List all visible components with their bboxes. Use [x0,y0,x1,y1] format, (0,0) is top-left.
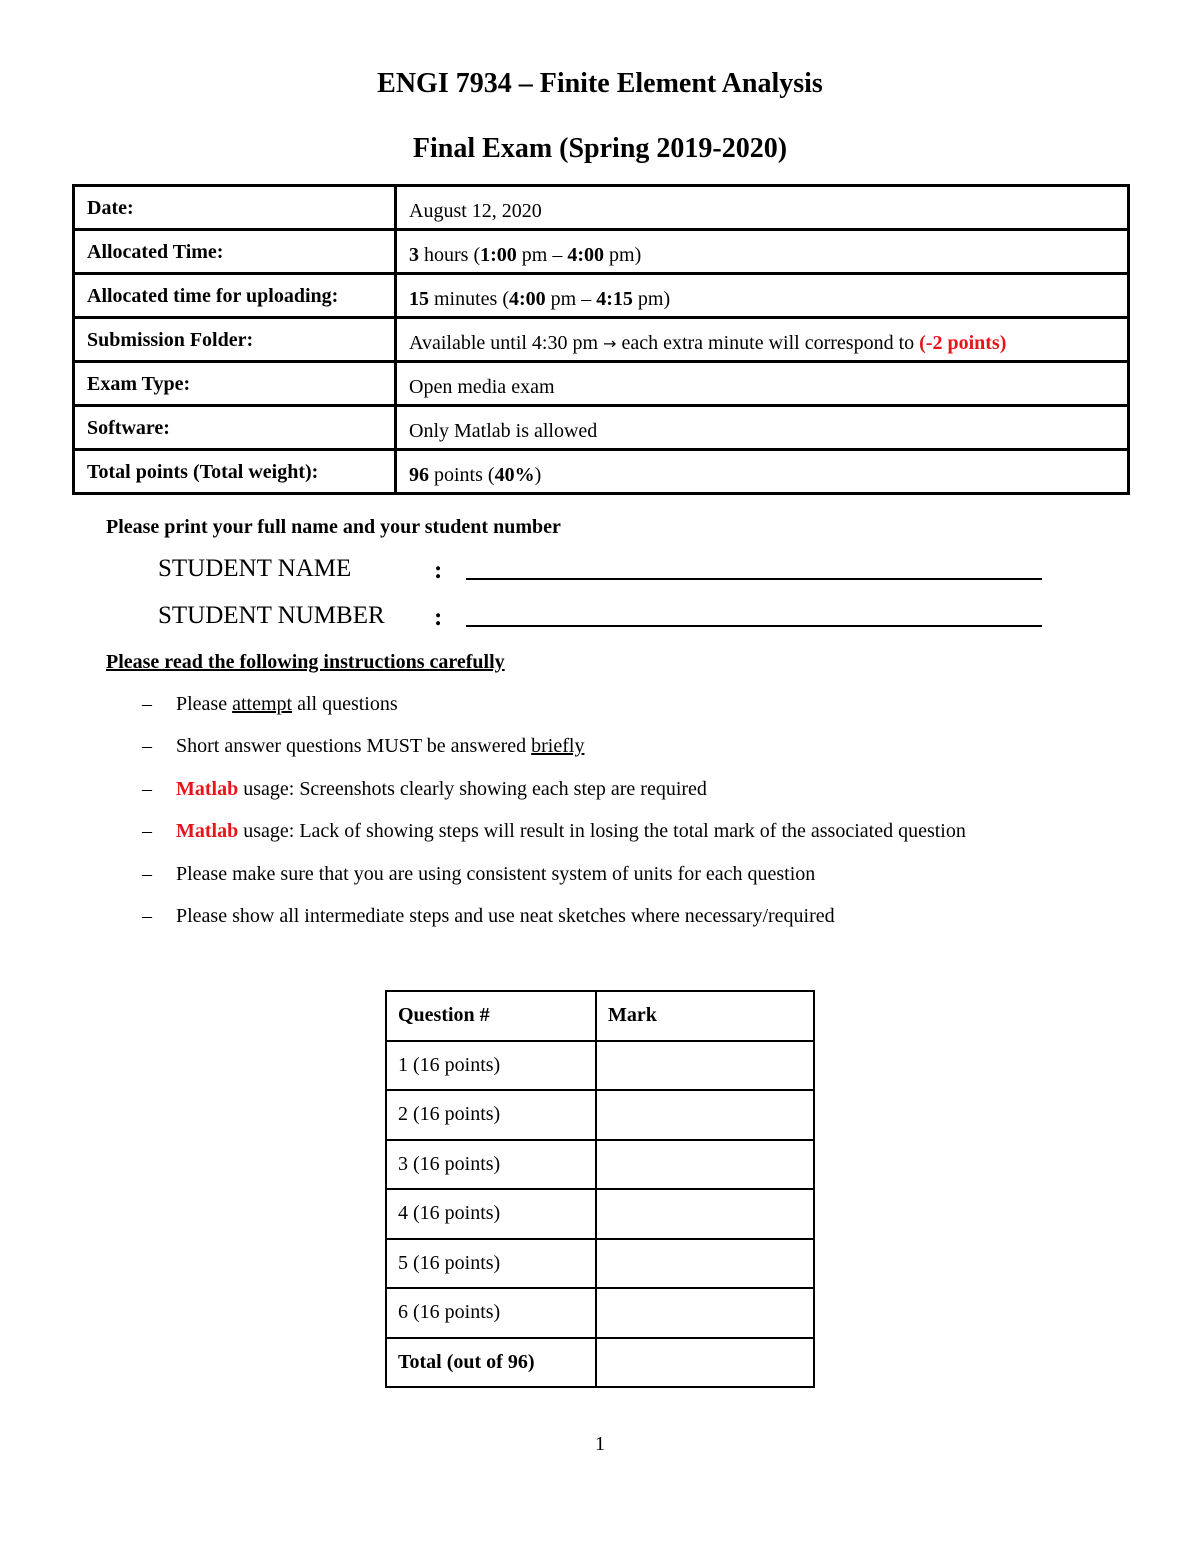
mark-cell[interactable] [596,1189,814,1239]
date-value: August 12, 2020 [396,186,1129,230]
instruction-text: usage: Lack of showing steps will result in losing the total mark of the associated question [238,820,966,842]
total-mark-cell[interactable] [596,1338,814,1388]
time-text: pm – [516,243,568,266]
student-name-colon: : [434,557,443,584]
instruction-item [142,820,966,843]
info-row-folder [74,318,1129,362]
marks-total-row [386,1338,814,1388]
points-percent: 40% [494,463,535,486]
info-row-type [74,362,1129,406]
right-arrow-icon: → [603,333,617,353]
points-text: ) [534,463,542,486]
exam-type-label: Exam Type: [74,362,396,406]
exam-info-table [72,184,1130,495]
folder-text: Available until 4:30 pm [409,331,604,354]
info-row-upload [74,274,1129,318]
upload-time-label: Allocated time for uploading: [74,274,396,318]
instruction-text: Please [176,693,233,715]
software-value: Only Matlab is allowed [396,406,1129,450]
page-number: 1 [595,1433,605,1455]
instruction-text: all questions [292,693,398,715]
exam-subtitle: Final Exam (Spring 2019-2020) [412,133,788,164]
folder-text: each extra minute will correspond to [616,331,920,354]
info-row-time [74,230,1129,274]
question-cell: 6 (16 points) [386,1288,596,1338]
instructions-heading: Please read the following instructions carefully [106,651,505,673]
marks-table [385,990,815,1388]
matlab-highlight: Matlab [176,778,239,800]
penalty-text: (-2 points) [919,331,1007,354]
time-start: 1:00 [480,243,517,266]
submission-folder-label: Submission Folder: [74,318,396,362]
instruction-emphasis: attempt [232,693,293,715]
info-row-software [74,406,1129,450]
instruction-item [142,735,584,758]
upload-text: minutes ( [429,287,509,310]
instruction-item [142,905,835,928]
student-number-label: STUDENT NUMBER [158,602,385,629]
question-cell: 3 (16 points) [386,1140,596,1190]
mark-cell[interactable] [596,1041,814,1091]
question-column-header: Question # [386,991,596,1041]
question-cell: 1 (16 points) [386,1041,596,1091]
allocated-time-label: Allocated Time: [74,230,396,274]
marks-row [386,1288,814,1338]
upload-end: 4:15 [596,287,633,310]
mark-cell[interactable] [596,1239,814,1289]
bullet-dash: – [142,820,152,842]
upload-start: 4:00 [509,287,546,310]
upload-time-value [396,274,1129,318]
question-cell: 5 (16 points) [386,1239,596,1289]
marks-row [386,1041,814,1091]
info-row-points [74,450,1129,494]
marks-row [386,1189,814,1239]
upload-minutes: 15 [409,287,429,310]
instruction-emphasis: briefly [531,735,585,757]
total-points-label: Total points (Total weight): [74,450,396,494]
points-number: 96 [409,463,429,486]
total-points-value [396,450,1129,494]
question-cell: 4 (16 points) [386,1189,596,1239]
time-text: hours ( [419,243,481,266]
software-label: Software: [74,406,396,450]
time-text: pm) [604,243,642,266]
instruction-item [142,863,815,886]
bullet-dash: – [142,905,152,927]
exam-type-value: Open media exam [396,362,1129,406]
question-cell: 2 (16 points) [386,1090,596,1140]
bullet-dash: – [142,863,152,885]
date-label: Date: [74,186,396,230]
time-end: 4:00 [567,243,605,266]
total-label-cell: Total (out of 96) [386,1338,596,1388]
upload-text: pm) [632,287,671,310]
instruction-text: Short answer questions MUST be answered [176,735,532,757]
marks-row [386,1090,814,1140]
bullet-dash: – [142,735,152,757]
mark-cell[interactable] [596,1090,814,1140]
student-name-label: STUDENT NAME [158,555,352,582]
student-number-line[interactable] [466,625,1042,627]
marks-row [386,1140,814,1190]
submission-folder-value [396,318,1129,362]
student-info-prompt: Please print your full name and your student number [106,516,561,538]
exam-course-title: ENGI 7934 – Finite Element Analysis [377,68,823,99]
student-number-colon: : [434,604,443,631]
mark-column-header: Mark [596,991,814,1041]
upload-text: pm – [545,287,597,310]
allocated-time-value [396,230,1129,274]
instruction-text: Please show all intermediate steps and use neat sketches where necessary/required [176,905,835,927]
instruction-item [142,693,398,716]
matlab-highlight: Matlab [176,820,239,842]
bullet-dash: – [142,693,152,715]
instruction-text: usage: Screenshots clearly showing each step are required [238,778,707,800]
student-name-line[interactable] [466,578,1042,580]
mark-cell[interactable] [596,1288,814,1338]
time-hours: 3 [409,243,419,266]
instruction-text: Please make sure that you are using consistent system of units for each question [176,863,816,885]
marks-row [386,1239,814,1289]
mark-cell[interactable] [596,1140,814,1190]
bullet-dash: – [142,778,152,800]
info-row-date [74,186,1129,230]
instruction-item [142,778,707,801]
marks-header-row [386,991,814,1041]
points-text: points ( [429,463,495,486]
